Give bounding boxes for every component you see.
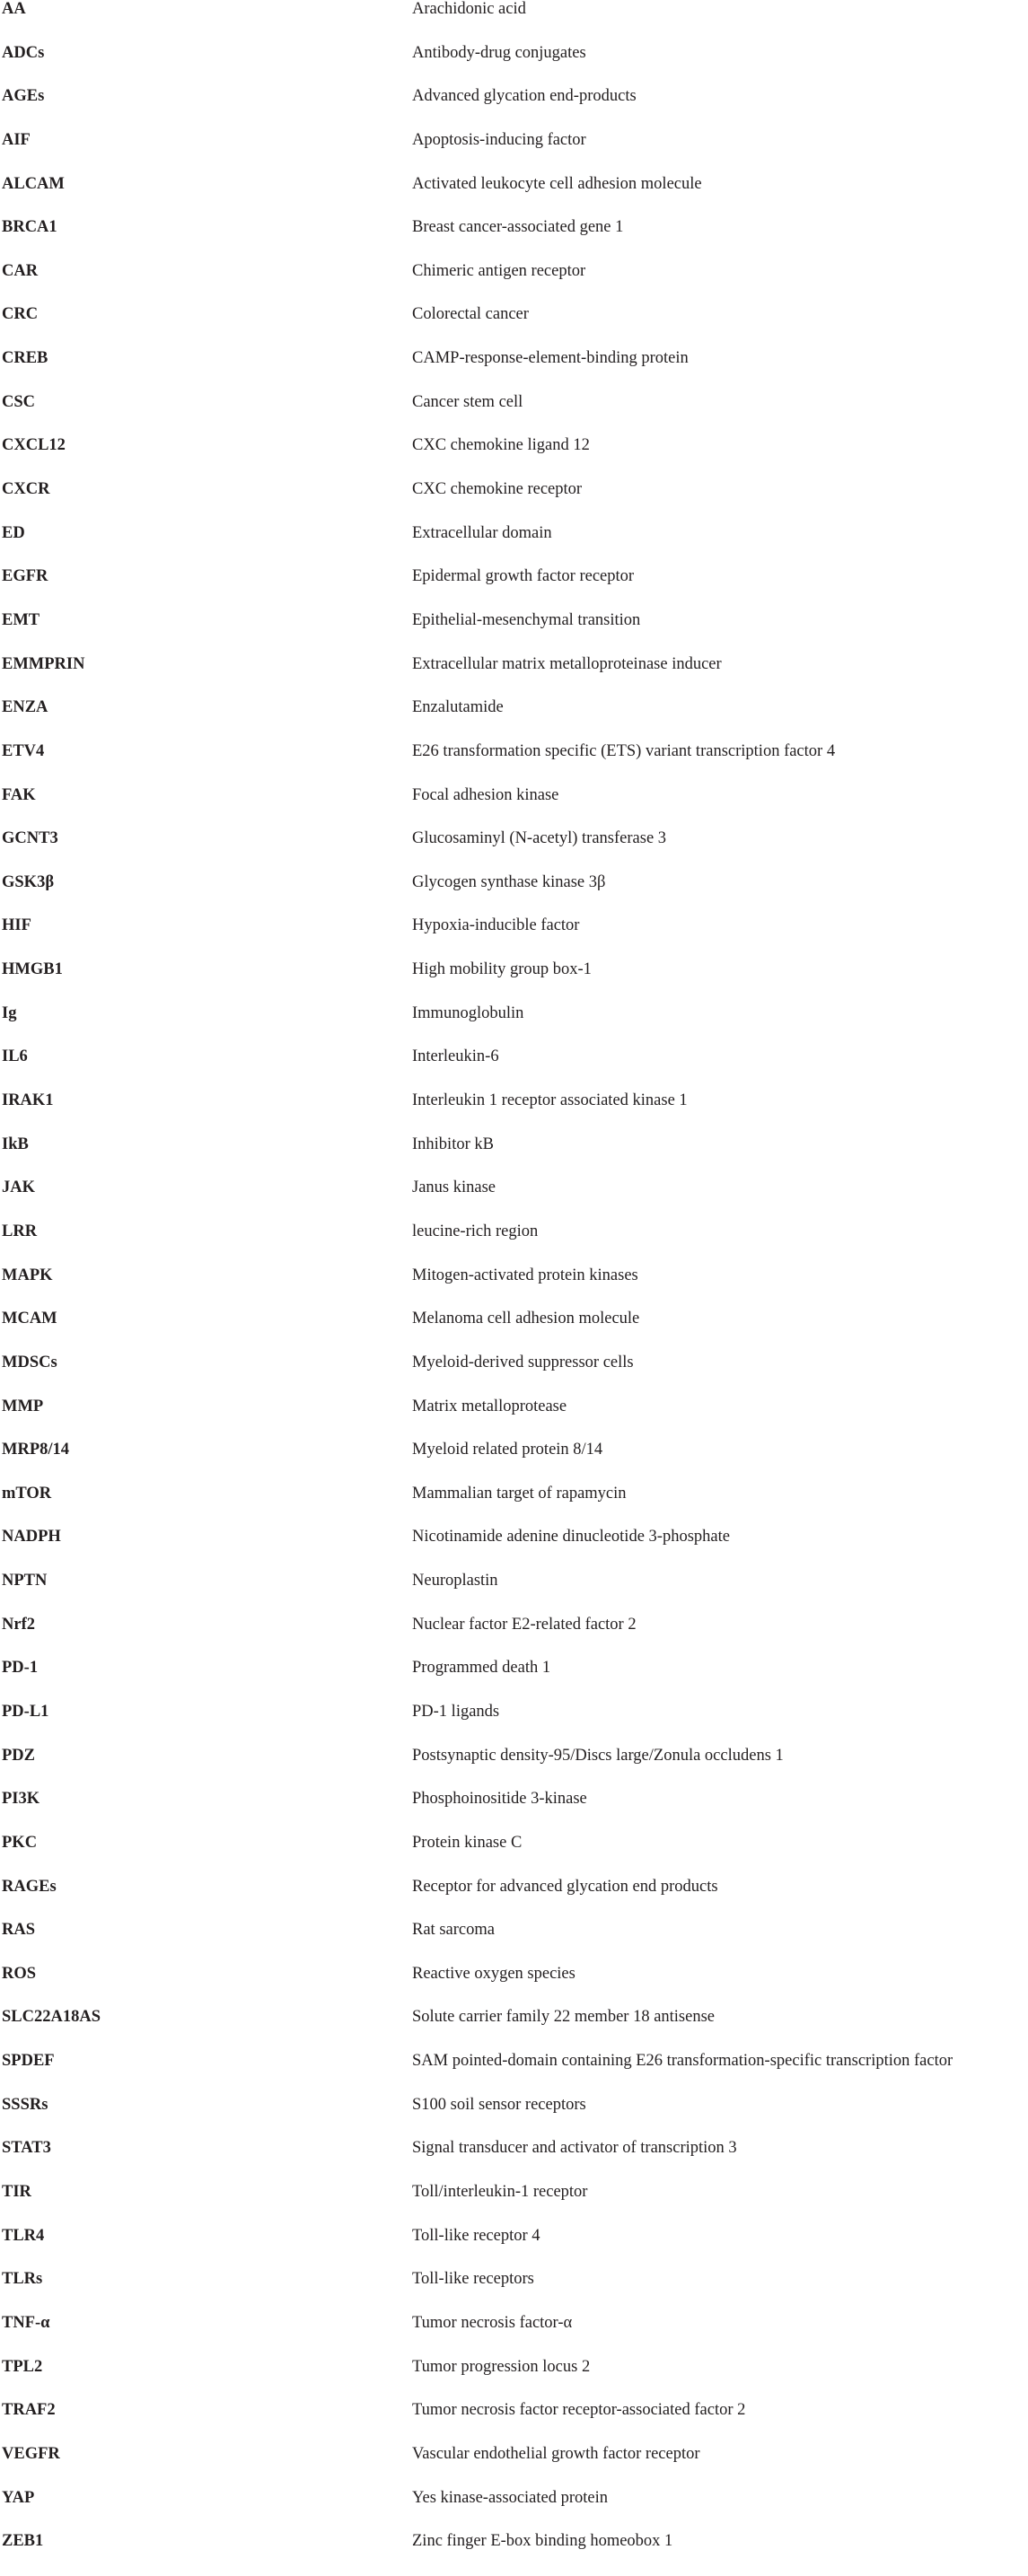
- abbreviation-row: [0, 2532, 1028, 2576]
- abbreviation-term: CAR: [2, 261, 39, 280]
- abbreviation-row: [0, 175, 1028, 219]
- abbreviation-term: LRR: [2, 1222, 38, 1240]
- abbreviation-definition: Yes kinase-associated protein: [412, 2488, 609, 2507]
- abbreviation-row: [0, 1485, 1028, 1529]
- abbreviation-row: [0, 786, 1028, 830]
- abbreviation-term: TLRs: [2, 2270, 43, 2289]
- abbreviation-row: [0, 960, 1028, 1004]
- abbreviation-definition: Antibody-drug conjugates: [412, 43, 586, 62]
- abbreviation-definition: Glucosaminyl (N-acetyl) transferase 3: [412, 829, 667, 848]
- abbreviation-term: HMGB1: [2, 960, 63, 979]
- abbreviation-definition: Matrix metalloprotease: [412, 1397, 567, 1415]
- abbreviation-definition: E26 transformation specific (ETS) variant transcription factor 4: [412, 741, 836, 760]
- abbreviation-term: MDSCs: [2, 1353, 57, 1371]
- abbreviation-definition: leucine-rich region: [412, 1222, 539, 1240]
- abbreviation-row: [0, 2139, 1028, 2183]
- abbreviation-definition: Extracellular domain: [412, 523, 552, 542]
- abbreviation-term: mTOR: [2, 1484, 52, 1503]
- abbreviation-term: MMP: [2, 1397, 44, 1415]
- abbreviation-row: [0, 2183, 1028, 2227]
- abbreviation-definition: Nuclear factor E2-related factor 2: [412, 1615, 637, 1634]
- abbreviation-term: BRCA1: [2, 218, 57, 237]
- abbreviation-term: AGEs: [2, 87, 45, 106]
- abbreviation-definition: Interleukin-6: [412, 1047, 499, 1066]
- abbreviation-definition: Chimeric antigen receptor: [412, 261, 586, 280]
- abbreviation-row: [0, 2401, 1028, 2445]
- abbreviation-term: IL6: [2, 1047, 28, 1066]
- abbreviation-term: STAT3: [2, 2139, 51, 2158]
- abbreviation-row: [0, 916, 1028, 960]
- abbreviation-row: [0, 1310, 1028, 1354]
- abbreviation-row: [0, 2358, 1028, 2402]
- abbreviation-term: JAK: [2, 1178, 35, 1197]
- abbreviation-definition: Arachidonic acid: [412, 0, 526, 18]
- abbreviation-definition: CAMP-response-element-binding protein: [412, 349, 689, 368]
- abbreviation-definition: Signal transducer and activator of transcription 3: [412, 2139, 737, 2158]
- abbreviation-definition: Receptor for advanced glycation end products: [412, 1877, 718, 1896]
- abbreviation-definition: Advanced glycation end-products: [412, 87, 637, 106]
- abbreviation-term: CXCR: [2, 480, 50, 499]
- abbreviation-definition: Activated leukocyte cell adhesion molecule: [412, 174, 702, 193]
- abbreviation-definition: Enzalutamide: [412, 698, 504, 717]
- abbreviation-definition: Toll-like receptors: [412, 2270, 534, 2289]
- abbreviation-definition: Tumor necrosis factor-α: [412, 2313, 573, 2332]
- abbreviation-term: CRC: [2, 305, 39, 324]
- abbreviation-definition: Myeloid related protein 8/14: [412, 1441, 603, 1459]
- abbreviation-definition: CXC chemokine receptor: [412, 480, 583, 499]
- abbreviation-definition: Tumor progression locus 2: [412, 2357, 591, 2376]
- abbreviation-row: [0, 2227, 1028, 2271]
- abbreviation-term: SPDEF: [2, 2052, 55, 2071]
- abbreviation-row: [0, 0, 1028, 44]
- abbreviation-term: FAK: [2, 785, 36, 804]
- abbreviation-term: NADPH: [2, 1528, 61, 1546]
- abbreviation-row: [0, 1135, 1028, 1179]
- abbreviation-row: [0, 873, 1028, 917]
- abbreviation-row: [0, 1616, 1028, 1660]
- abbreviation-term: TPL2: [2, 2357, 43, 2376]
- abbreviation-row: [0, 1572, 1028, 1616]
- abbreviation-row: [0, 742, 1028, 786]
- abbreviation-row: [0, 1266, 1028, 1310]
- abbreviation-row: [0, 698, 1028, 742]
- abbreviation-term: TRAF2: [2, 2401, 56, 2420]
- abbreviation-row: [0, 305, 1028, 349]
- abbreviation-row: [0, 1747, 1028, 1791]
- abbreviation-row: [0, 1921, 1028, 1965]
- abbreviation-definition: Toll/interleukin-1 receptor: [412, 2183, 588, 2202]
- abbreviation-row: [0, 87, 1028, 131]
- abbreviation-definition: PD-1 ligands: [412, 1702, 500, 1721]
- abbreviation-term: HIF: [2, 916, 31, 935]
- abbreviation-row: [0, 2270, 1028, 2314]
- abbreviation-definition: SAM pointed-domain containing E26 transformation-specific transcription factor: [412, 2052, 953, 2071]
- abbreviation-term: AA: [2, 0, 26, 18]
- abbreviation-definition: Nicotinamide adenine dinucleotide 3-phosphate: [412, 1528, 730, 1546]
- abbreviation-term: EMMPRIN: [2, 654, 85, 673]
- abbreviation-row: [0, 2314, 1028, 2358]
- abbreviation-definition: Toll-like receptor 4: [412, 2226, 540, 2245]
- abbreviation-row: [0, 829, 1028, 873]
- abbreviation-row: [0, 1222, 1028, 1266]
- abbreviation-term: PD-L1: [2, 1702, 49, 1721]
- abbreviation-definition: Breast cancer-associated gene 1: [412, 218, 624, 237]
- abbreviation-definition: Janus kinase: [412, 1178, 496, 1197]
- abbreviation-term: RAS: [2, 1921, 36, 1940]
- abbreviation-definition: Cancer stem cell: [412, 392, 523, 411]
- abbreviation-term: ROS: [2, 1964, 37, 1983]
- abbreviation-term: CREB: [2, 349, 48, 368]
- abbreviation-definition: Neuroplastin: [412, 1572, 498, 1590]
- abbreviation-term: EGFR: [2, 567, 48, 586]
- abbreviation-row: [0, 436, 1028, 480]
- abbreviation-definition: Mitogen-activated protein kinases: [412, 1266, 638, 1284]
- abbreviation-term: ALCAM: [2, 174, 65, 193]
- abbreviation-term: AIF: [2, 130, 31, 149]
- abbreviation-row: [0, 611, 1028, 655]
- abbreviation-row: [0, 44, 1028, 88]
- abbreviation-term: ETV4: [2, 741, 45, 760]
- abbreviation-definition: Vascular endothelial growth factor receptor: [412, 2444, 700, 2463]
- abbreviation-row: [0, 218, 1028, 262]
- abbreviation-term: CSC: [2, 392, 36, 411]
- abbreviation-row: [0, 567, 1028, 611]
- abbreviation-definition: Extracellular matrix metalloproteinase inducer: [412, 654, 722, 673]
- abbreviation-row: [0, 1441, 1028, 1485]
- abbreviation-row: [0, 480, 1028, 524]
- abbreviation-row: [0, 2052, 1028, 2096]
- abbreviation-row: [0, 2008, 1028, 2052]
- abbreviation-term: YAP: [2, 2488, 35, 2507]
- abbreviation-row: [0, 1703, 1028, 1747]
- abbreviation-definition: Mammalian target of rapamycin: [412, 1484, 627, 1503]
- abbreviation-definition: Postsynaptic density-95/Discs large/Zonula occludens 1: [412, 1746, 784, 1765]
- abbreviation-definition: High mobility group box-1: [412, 960, 592, 979]
- abbreviation-row: [0, 1091, 1028, 1135]
- abbreviation-row: [0, 349, 1028, 393]
- abbreviation-definition: Epithelial-mesenchymal transition: [412, 610, 641, 629]
- abbreviation-definition: Rat sarcoma: [412, 1921, 495, 1940]
- abbreviation-term: EMT: [2, 610, 40, 629]
- abbreviation-definition: Phosphoinositide 3-kinase: [412, 1790, 587, 1809]
- abbreviation-row: [0, 1354, 1028, 1398]
- abbreviation-row: [0, 655, 1028, 699]
- abbreviation-row: [0, 1004, 1028, 1048]
- abbreviation-term: Nrf2: [2, 1615, 35, 1634]
- abbreviation-term: ADCs: [2, 43, 45, 62]
- abbreviation-definition: Programmed death 1: [412, 1659, 551, 1678]
- abbreviation-definition: Inhibitor kB: [412, 1135, 494, 1153]
- abbreviation-term: MAPK: [2, 1266, 53, 1284]
- abbreviation-term: SSSRs: [2, 2095, 48, 2114]
- abbreviation-term: MCAM: [2, 1310, 57, 1328]
- abbreviation-definition: Myeloid-derived suppressor cells: [412, 1353, 634, 1371]
- abbreviation-row: [0, 262, 1028, 306]
- abbreviation-definition: Hypoxia-inducible factor: [412, 916, 580, 935]
- abbreviation-row: [0, 1398, 1028, 1441]
- abbreviation-definition: Zinc finger E-box binding homeobox 1: [412, 2532, 673, 2551]
- abbreviation-row: [0, 2096, 1028, 2140]
- abbreviation-term: SLC22A18AS: [2, 2008, 101, 2027]
- abbreviation-term: RAGEs: [2, 1877, 57, 1896]
- abbreviation-term: GSK3β: [2, 872, 55, 891]
- abbreviation-row: [0, 1659, 1028, 1703]
- abbreviation-term: PDZ: [2, 1746, 35, 1765]
- abbreviation-term: ENZA: [2, 698, 48, 717]
- abbreviation-definition: Immunoglobulin: [412, 1003, 524, 1022]
- abbreviation-definition: S100 soil sensor receptors: [412, 2095, 586, 2114]
- abbreviation-row: [0, 2489, 1028, 2533]
- abbreviation-definition: Apoptosis-inducing factor: [412, 130, 586, 149]
- abbreviation-definition: Reactive oxygen species: [412, 1964, 576, 1983]
- abbreviation-term: VEGFR: [2, 2444, 60, 2463]
- abbreviation-definition: Glycogen synthase kinase 3β: [412, 872, 606, 891]
- abbreviation-row: [0, 1178, 1028, 1222]
- abbreviation-term: NPTN: [2, 1572, 48, 1590]
- abbreviation-row: [0, 1834, 1028, 1878]
- abbreviation-row: [0, 1528, 1028, 1572]
- abbreviation-row: [0, 1047, 1028, 1091]
- abbreviation-term: ZEB1: [2, 2532, 44, 2551]
- abbreviation-row: [0, 524, 1028, 568]
- abbreviation-term: PKC: [2, 1833, 38, 1852]
- abbreviation-definition: Focal adhesion kinase: [412, 785, 559, 804]
- abbreviation-definition: Interleukin 1 receptor associated kinase 1: [412, 1091, 688, 1110]
- abbreviation-definition: Melanoma cell adhesion molecule: [412, 1310, 640, 1328]
- abbreviation-definition: Solute carrier family 22 member 18 antisense: [412, 2008, 716, 2027]
- abbreviation-row: [0, 1790, 1028, 1834]
- abbreviation-row: [0, 393, 1028, 437]
- abbreviation-term: IkB: [2, 1135, 29, 1153]
- abbreviation-term: TLR4: [2, 2226, 45, 2245]
- abbreviation-term: GCNT3: [2, 829, 58, 848]
- abbreviation-definition: Protein kinase C: [412, 1833, 523, 1852]
- abbreviation-term: IRAK1: [2, 1091, 54, 1110]
- abbreviation-row: [0, 1965, 1028, 2009]
- abbreviation-definition: Colorectal cancer: [412, 305, 529, 324]
- abbreviation-term: MRP8/14: [2, 1441, 70, 1459]
- abbreviation-term: Ig: [2, 1003, 17, 1022]
- abbreviation-row: [0, 1878, 1028, 1922]
- abbreviation-row: [0, 131, 1028, 175]
- abbreviation-term: CXCL12: [2, 436, 66, 455]
- abbreviation-term: TIR: [2, 2183, 31, 2202]
- abbreviation-definition: Epidermal growth factor receptor: [412, 567, 635, 586]
- abbreviation-definition: CXC chemokine ligand 12: [412, 436, 590, 455]
- abbreviation-term: ED: [2, 523, 25, 542]
- abbreviation-row: [0, 2445, 1028, 2489]
- abbreviation-term: PD-1: [2, 1659, 39, 1678]
- abbreviation-term: PI3K: [2, 1790, 40, 1809]
- abbreviation-term: TNF-α: [2, 2313, 50, 2332]
- abbreviation-definition: Tumor necrosis factor receptor-associated factor 2: [412, 2401, 746, 2420]
